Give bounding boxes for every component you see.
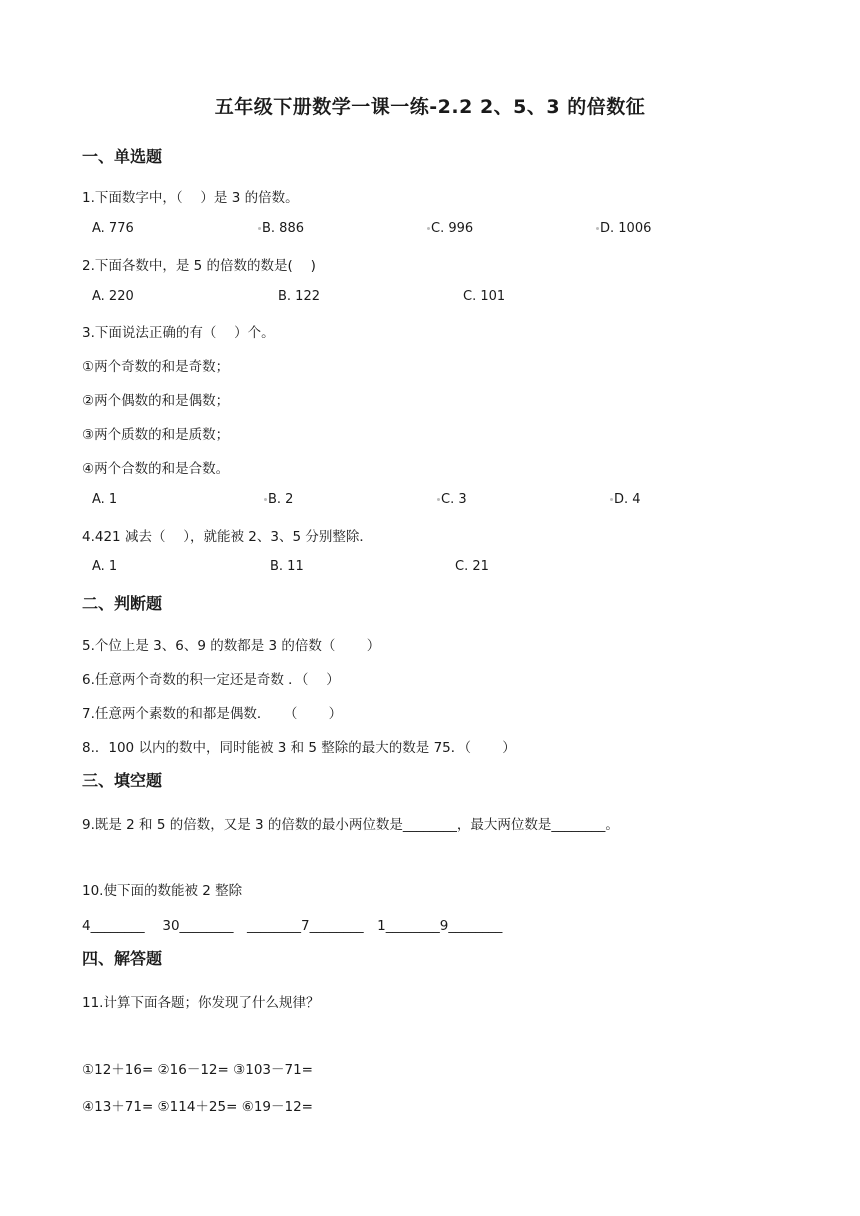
question-11-line-2: ④13＋71= ⑤114＋25= ⑥19－12= [82, 1099, 313, 1115]
section-heading-answer: 四、解答题 [82, 949, 163, 968]
document-title: 五年级下册数学一课一练-2.2 2、5、3 的倍数征 [214, 96, 646, 118]
q1-option-a: A. 776 [92, 221, 134, 236]
q1-option-c-wrap [427, 221, 473, 236]
q3-option-b-wrap [264, 492, 293, 507]
q3-option-d: D. 4 [614, 492, 641, 507]
question-7: 7.任意两个素数的和都是偶数． （ ） [82, 706, 343, 722]
q4-option-b: B. 11 [270, 559, 304, 574]
dot-marker-icon [264, 498, 267, 501]
section-heading-fill-blank: 三、填空题 [82, 771, 163, 790]
q1-option-d-wrap [596, 221, 651, 236]
q3-statement-1: ①两个奇数的和是奇数； [82, 359, 230, 375]
section-heading-true-false: 二、判断题 [82, 594, 163, 613]
question-9: 9.既是 2 和 5 的倍数，又是 3 的倍数的最小两位数是________，最大两位数是________。 [82, 817, 619, 833]
dot-marker-icon [258, 227, 261, 230]
question-5: 5.个位上是 3、6、9 的数都是 3 的倍数（ ） [82, 638, 381, 654]
q1-option-d: D. 1006 [600, 221, 652, 236]
q1-option-b-wrap [258, 221, 304, 236]
dot-marker-icon [427, 227, 430, 230]
q3-option-c: C. 3 [441, 492, 467, 507]
dot-marker-icon [437, 498, 440, 501]
q2-option-c: C. 101 [463, 289, 506, 304]
question-10-stem: 10.使下面的数能被 2 整除 [82, 883, 243, 899]
question-10-blanks: 4________ 30________ ________7________ 1________9________ [82, 918, 503, 934]
q3-option-a: A. 1 [92, 492, 118, 507]
question-6: 6.任意两个奇数的积一定还是奇数 ．（ ） [82, 672, 340, 688]
question-11-stem: 11.计算下面各题；你发现了什么规律？ [82, 995, 320, 1011]
q3-option-b: B. 2 [268, 492, 294, 507]
q4-option-c: C. 21 [455, 559, 489, 574]
dot-marker-icon [596, 227, 599, 230]
q3-option-c-wrap [437, 492, 467, 507]
q4-option-a: A. 1 [92, 559, 118, 574]
q3-option-d-wrap [610, 492, 641, 507]
question-8: 8.．100 以内的数中，同时能被 3 和 5 整除的最大的数是 75．（ ） [82, 740, 516, 756]
q2-option-a: A. 220 [92, 289, 134, 304]
section-heading-single-choice: 一、单选题 [82, 147, 163, 166]
question-11-line-1: ①12＋16= ②16－12= ③103－71= [82, 1062, 313, 1078]
q3-statement-4: ④两个合数的和是合数。 [82, 461, 230, 477]
dot-marker-icon [610, 498, 613, 501]
question-1-stem: 1.下面数字中，（ ）是 3 的倍数。 [82, 190, 299, 206]
q3-statement-3: ③两个质数的和是质数； [82, 427, 230, 443]
question-4-stem: 4.421 减去（ ），就能被 2、3、5 分别整除． [82, 529, 373, 545]
q2-option-b: B. 122 [278, 289, 320, 304]
q1-option-b: B. 886 [262, 221, 304, 236]
q3-statement-2: ②两个偶数的和是偶数； [82, 393, 230, 409]
q1-option-c: C. 996 [431, 221, 474, 236]
question-3-stem: 3.下面说法正确的有（ ）个。 [82, 325, 275, 341]
question-2-stem: 2.下面各数中，是 5 的倍数的数是( ) [82, 258, 316, 274]
